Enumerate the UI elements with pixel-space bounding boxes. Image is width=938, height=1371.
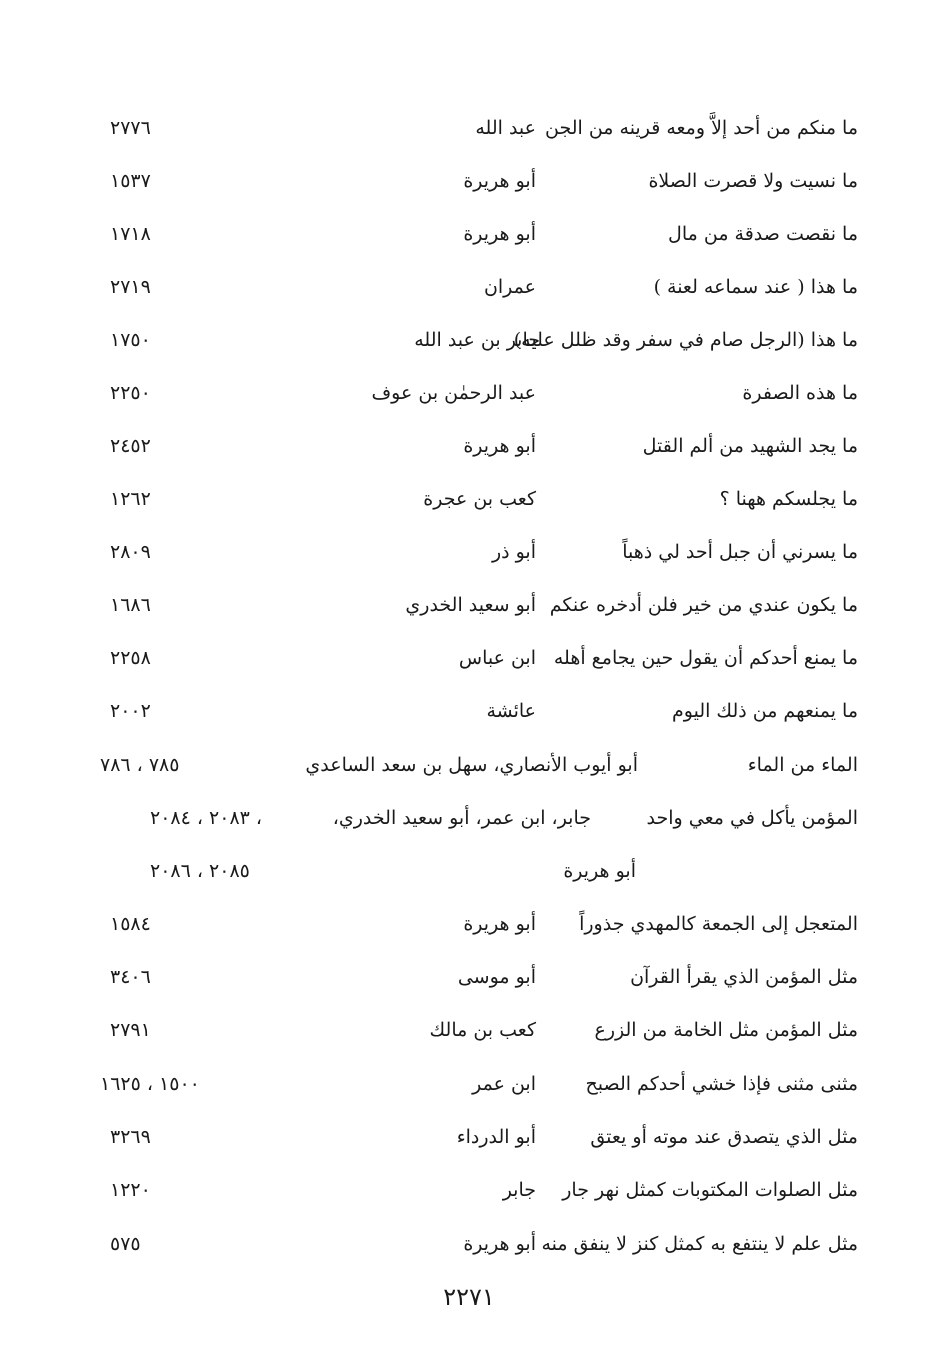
narrator-name: أبو هريرة — [463, 1233, 536, 1255]
hadith-number: ١٢٢٠ — [110, 1179, 151, 1201]
hadith-text: ما يمنعهم من ذلك اليوم — [672, 700, 858, 722]
narrator-name: جابر بن عبد الله — [414, 329, 540, 351]
hadith-number: ٥٧٥ — [110, 1233, 141, 1255]
index-entry — [0, 585, 938, 625]
index-entry — [0, 1170, 938, 1210]
page-number: ٢٢٧١ — [443, 1283, 495, 1311]
narrator-name: أبو الدرداء — [456, 1126, 536, 1148]
index-entry — [0, 691, 938, 731]
narrator-name: أبو موسى — [457, 966, 536, 988]
hadith-number: ٢٠٨٥ ، ٢٠٨٦ — [150, 860, 250, 882]
hadith-number: ٢٧٧٦ — [110, 117, 151, 139]
narrator-name: عبد الرحمٰن بن عوف — [371, 382, 536, 404]
narrator-name: أبو هريرة — [463, 913, 536, 935]
index-entry — [0, 1224, 938, 1264]
narrator-name: جابر — [502, 1179, 536, 1201]
hadith-text: مثل الصلوات المكتوبات كمثل نهر جار — [562, 1179, 858, 1201]
index-entry — [0, 745, 938, 785]
index-entry — [0, 267, 938, 307]
index-entry — [0, 1117, 938, 1157]
hadith-text: ما منكم من أحد إلاَّ ومعه قرينه من الجن — [545, 117, 858, 139]
narrator-name: عمران — [483, 276, 536, 298]
narrator-name: أبو ذر — [491, 541, 536, 563]
narrator-name: أبو هريرة — [463, 223, 536, 245]
hadith-number: ٢٠٠٢ — [110, 700, 151, 722]
hadith-text: مثل الذي يتصدق عند موته أو يعتق — [590, 1126, 858, 1148]
hadith-number: ١٥٠٠ ، ١٦٢٥ — [100, 1073, 200, 1095]
narrator-name: أبو هريرة — [463, 435, 536, 457]
hadith-number: ١٥٣٧ — [110, 170, 151, 192]
index-entry — [0, 638, 938, 678]
index-entry — [0, 851, 938, 891]
index-entry — [0, 373, 938, 413]
hadith-number: ٣٢٦٩ — [110, 1126, 151, 1148]
hadith-number: ١٧٥٠ — [110, 329, 151, 351]
index-entry — [0, 320, 938, 360]
index-entry — [0, 214, 938, 254]
index-entry — [0, 479, 938, 519]
hadith-number: ٢٢٥٠ — [110, 382, 151, 404]
hadith-number: ٣٤٠٦ — [110, 966, 151, 988]
hadith-number: ٢٠٨٣ ، ٢٠٨٤ ، — [150, 807, 263, 829]
narrator-name: عبد الله — [475, 117, 536, 139]
narrator-name: كعب بن مالك — [429, 1019, 536, 1041]
hadith-number: ٧٨٥ ، ٧٨٦ — [100, 754, 180, 776]
index-entry — [0, 1010, 938, 1050]
narrator-name: كعب بن عجرة — [423, 488, 536, 510]
hadith-text: المؤمن يأكل في معي واحد — [646, 807, 858, 829]
hadith-text: مثل علم لا ينتفع به كمثل كنز لا ينفق منه — [541, 1233, 858, 1255]
narrator-name: أبو هريرة — [563, 860, 636, 882]
narrator-name: أبو أيوب الأنصاري، سهل بن سعد الساعدي — [305, 754, 638, 776]
hadith-text: المتعجل إلى الجمعة كالمهدي جذوراً — [579, 913, 858, 935]
narrator-name: ابن عمر — [472, 1073, 536, 1095]
hadith-text: الماء من الماء — [747, 754, 858, 776]
narrator-name: ابن عباس — [458, 647, 536, 669]
hadith-text: ما يكون عندي من خير فلن أدخره عنكم — [549, 594, 858, 616]
narrator-name: عائشة — [486, 700, 536, 722]
hadith-text: ما يجد الشهيد من ألم القتل — [642, 435, 858, 457]
hadith-text: مثنى مثنى فإذا خشي أحدكم الصبح — [585, 1073, 858, 1095]
hadith-number: ٢٨٠٩ — [110, 541, 151, 563]
narrator-name: أبو هريرة — [463, 170, 536, 192]
index-entry — [0, 426, 938, 466]
hadith-number: ١٥٨٤ — [110, 913, 151, 935]
hadith-number: ٢٧١٩ — [110, 276, 151, 298]
hadith-number: ٢٤٥٢ — [110, 435, 151, 457]
hadith-text: ما يمنع أحدكم أن يقول حين يجامع أهله — [553, 647, 858, 669]
hadith-text: مثل المؤمن الذي يقرأ القرآن — [630, 966, 858, 988]
index-entry — [0, 798, 938, 838]
index-entry — [0, 532, 938, 572]
hadith-text: مثل المؤمن مثل الخامة من الزرع — [594, 1019, 858, 1041]
index-entry — [0, 1064, 938, 1104]
hadith-text: ما نقصت صدقة من مال — [668, 223, 858, 245]
index-entry — [0, 904, 938, 944]
hadith-number: ١٧١٨ — [110, 223, 151, 245]
hadith-number: ١٦٨٦ — [110, 594, 151, 616]
hadith-number: ٢٧٩١ — [110, 1019, 151, 1041]
hadith-text: ما يجلسكم ههنا ؟ — [719, 488, 858, 510]
index-entry — [0, 161, 938, 201]
hadith-text: ما يسرني أن جبل أحد لي ذهباً — [622, 541, 858, 563]
index-entry — [0, 957, 938, 997]
hadith-text: ما هذه الصفرة — [742, 382, 858, 404]
hadith-number: ١٢٦٢ — [110, 488, 151, 510]
hadith-text: ما هذا ( عند سماعه لعنة ) — [653, 276, 858, 298]
hadith-text: ما نسيت ولا قصرت الصلاة — [648, 170, 858, 192]
hadith-text: ما هذا (الرجل صام في سفر وقد ظلل عليه) — [513, 329, 858, 351]
narrator-name: جابر، ابن عمر، أبو سعيد الخدري، — [332, 807, 591, 829]
hadith-number: ٢٢٥٨ — [110, 647, 151, 669]
index-entry — [0, 108, 938, 148]
narrator-name: أبو سعيد الخدري — [405, 594, 536, 616]
